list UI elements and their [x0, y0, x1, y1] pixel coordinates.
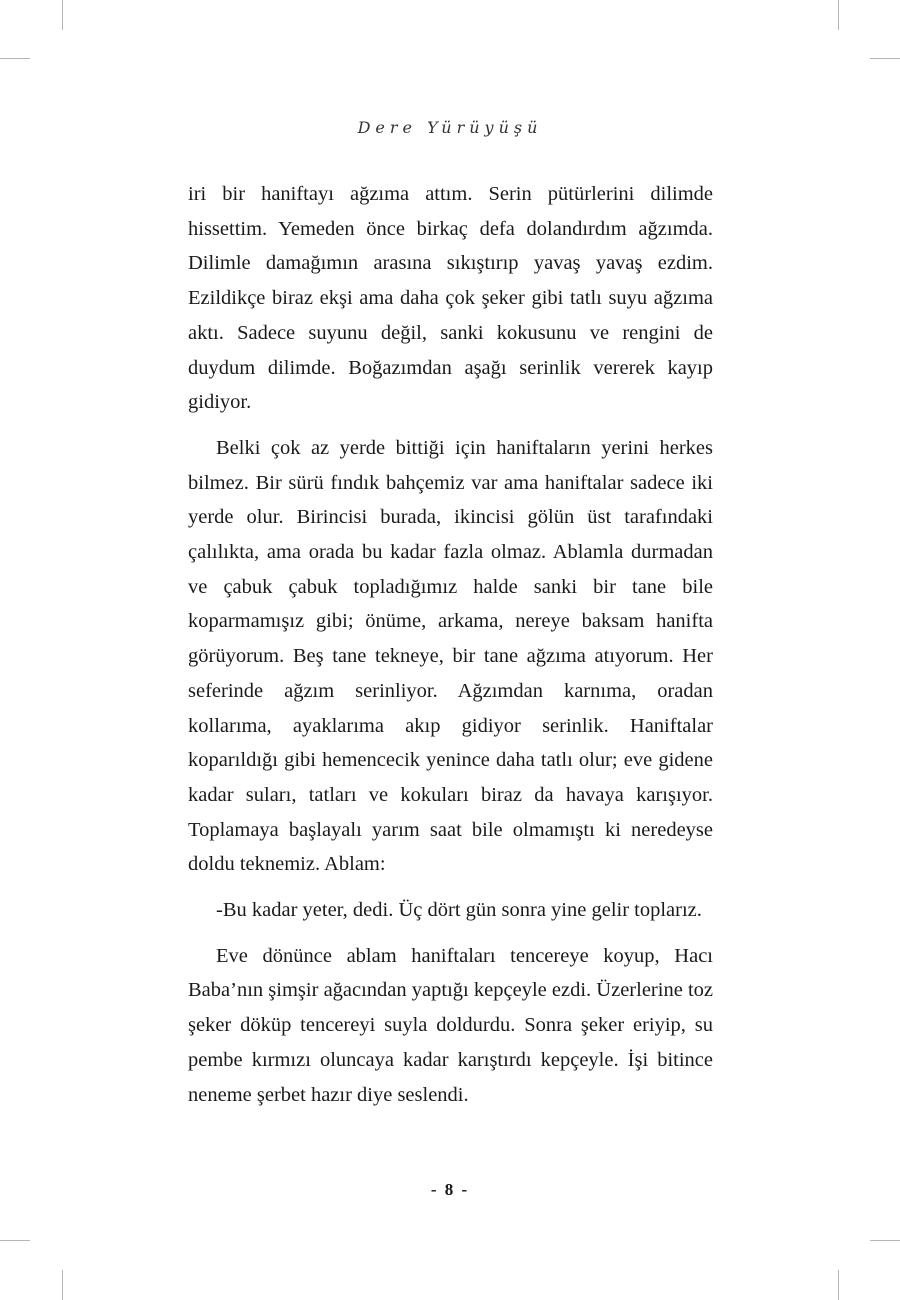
paragraph-continued: iri bir haniftayı ağzıma attım. Serin pütürlerini dilimde hissettim. Yemeden önce birkaç defa dolandırdım ağzımda. Dilimle damağımın arasına sıkıştırıp yavaş yavaş ezdim. Ezildikçe biraz ekşi ama daha çok şeker gibi tatlı suyu ağzıma aktı. Sadece suyunu değil, sanki kokusunu ve rengini de duydum dilimde. Boğazımdan aşağı serinlik vererek kayıp gidiyor.	[188, 183, 713, 414]
crop-mark-bottom-right-horizontal	[870, 1240, 900, 1241]
body-text	[188, 177, 713, 1112]
page-number: - 8 -	[430, 1180, 470, 1199]
dialogue-paragraph: -Bu kadar yeter, dedi. Üç dört gün sonra yine gelir toplarız.	[216, 899, 702, 922]
crop-mark-bottom-left-horizontal	[0, 1240, 30, 1241]
crop-mark-top-right-vertical	[838, 0, 839, 30]
crop-mark-top-left-vertical	[62, 0, 63, 30]
paragraph: Belki çok az yerde bittiği için haniftaların yerini herkes bilmez. Bir sürü fındık bahçemiz var ama haniftalar sadece iki yerde olur. Birincisi burada, ikincisi gölün üst tarafındaki çalılıkta, ama orada bu kadar fazla olmaz. Ablamla durmadan ve çabuk çabuk topladığımız halde sanki bir tane bile koparmamışız gibi; önüme, arkama, nereye baksam hanifta görüyorum. Beş tane tekneye, bir tane ağzıma atıyorum. Her seferinde ağzım serinliyor. Ağzımdan karnıma, oradan kollarıma, ayaklarıma akıp gidiyor serinlik. Haniftalar koparıldığı gibi hemencecik yenince daha tatlı olur; eve gidene kadar suları, tatları ve kokuları biraz da havaya karışıyor. Toplamaya başlayalı yarım saat bile olmamıştı ki neredeyse doldu teknemiz. Ablam:	[188, 436, 713, 876]
crop-mark-bottom-right-vertical	[838, 1270, 839, 1300]
crop-mark-top-left-horizontal	[0, 58, 30, 59]
crop-mark-bottom-left-vertical	[62, 1270, 63, 1300]
paragraph: Eve dönünce ablam haniftaları tencereye koyup, Hacı Baba’nın şimşir ağacından yaptığı kepçeyle ezdi. Üzerlerine toz şeker döküp tencereyi suyla doldurdu. Sonra şeker eriyip, su pembe kırmızı oluncaya kadar karıştırdı kepçeyle. İşi bitince neneme şerbet hazır diye seslendi.	[188, 944, 713, 1106]
crop-mark-top-right-horizontal	[870, 58, 900, 59]
running-title: Dere Yürüyüşü	[357, 118, 543, 137]
